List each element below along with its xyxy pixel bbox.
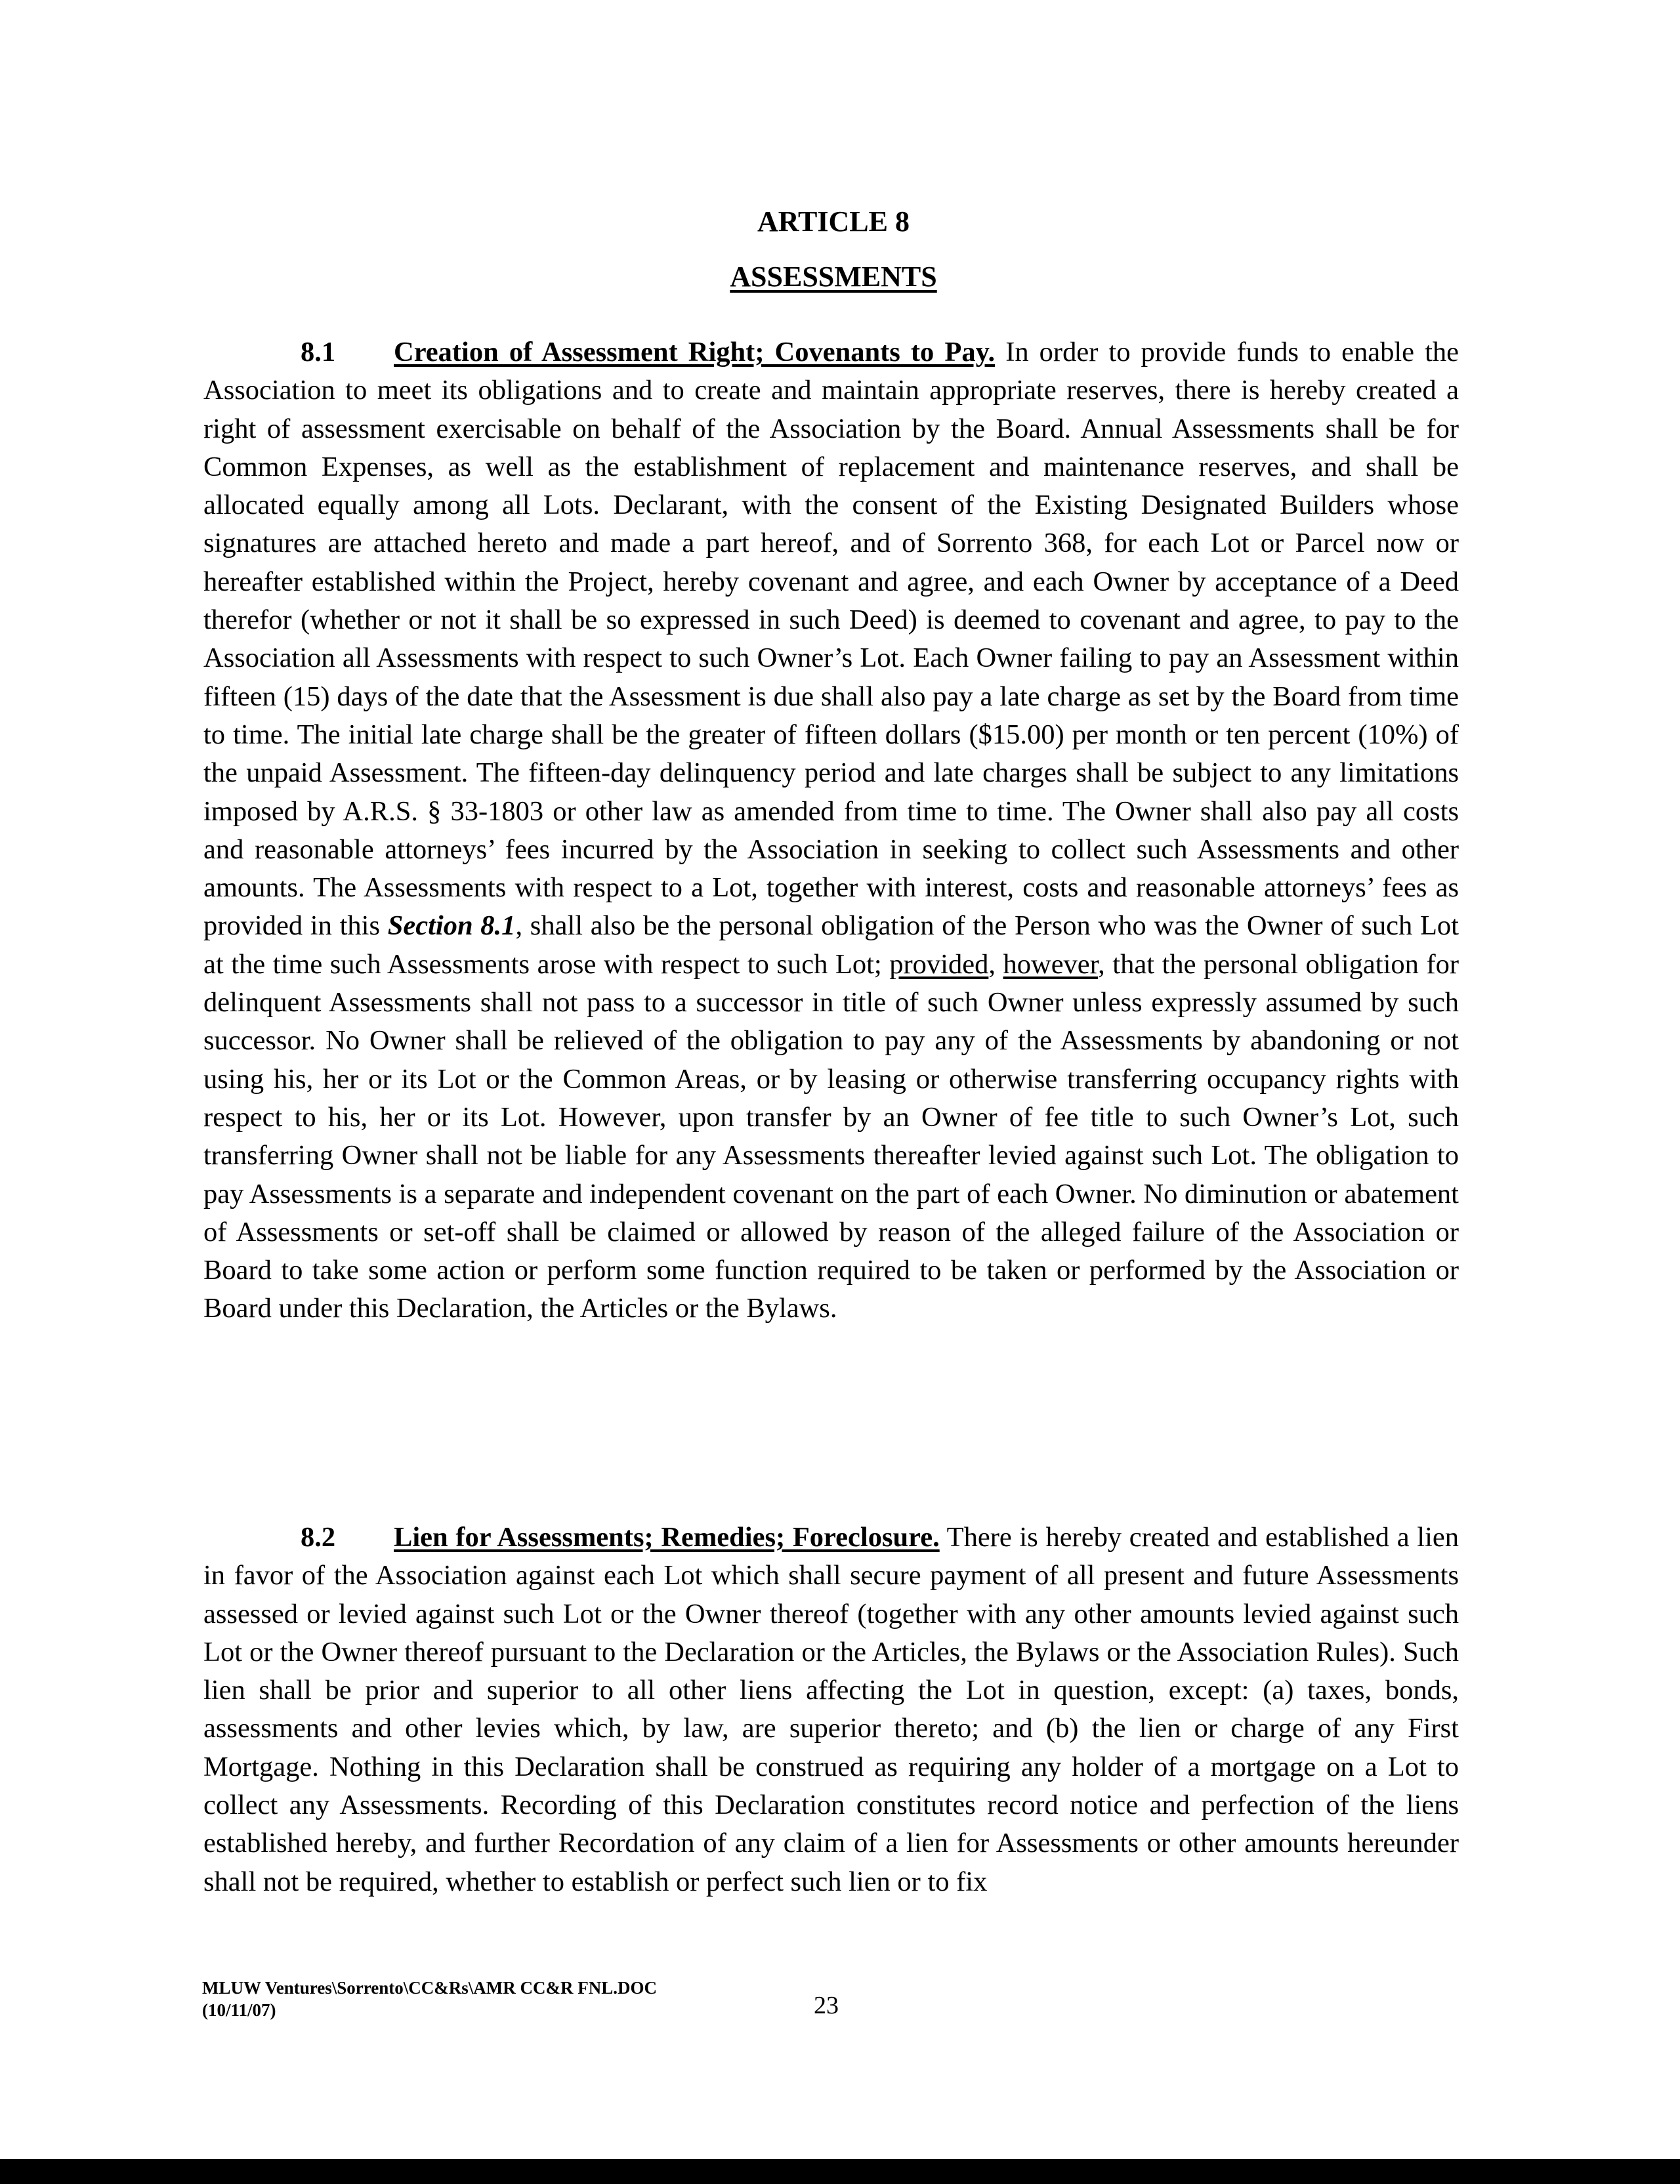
article-title: ASSESSMENTS — [730, 261, 937, 293]
section-body: There is hereby created and established a lien in favor of the Association against each Lot which shall secure payment of all present and future Assessments assessed or levied against such Lot or the Owner thereof (together with any other amounts levied against such Lot or the Owner thereof pursuant to the Declaration or the Articles, the Bylaws or the Association Rules). Such lien shall be prior and superior to all other liens affecting the Lot in question, except: (a) taxes, bonds, assessments and other levies which, by law, are superior thereto; and (b) the lien or charge of any First Mortgage. Nothing in this Declaration shall be construed as requiring any holder of a mortgage on a Lot to collect any Assessments. Recording of this Declaration constitutes record notice and perfection of the liens established hereby, and further Recordation of any claim of a lien for Assessments or other amounts hereunder shall not be required, whether to establish or perfect such lien or to fix — [203, 1522, 1459, 1897]
section-body-part: In order to provide funds to enable the Association to meet its obligations and to create and maintain appropriate reserves, there is hereby created a right of assessment exercisable on behalf of the Association by the Board. Annual Assessments shall be for Common Expenses, as well as the establishment of replacement and maintenance reserves, and shall be allocated equally among all Lots. Declarant, with the consent of the Existing Designated Builders whose signatures are attached hereto and made a part hereof, and of Sorrento 368, for each Lot or Parcel now or hereafter established within the Project, hereby covenant and agree, and each Owner by acceptance of a Deed therefor (whether or not it shall be so expressed in such Deed) is deemed to covenant and agree, to pay to the Association all Assessments with respect to such Owner’s Lot. Each Owner failing to pay an Assessment within fifteen (15) days of the date that the Assessment is due shall also pay a late charge as set by the Board from time to time. The initial late charge shall be the greater of fifteen dollars ($15.00) per month or ten percent (10%) of the unpaid Assessment. The fifteen-day delinquency period and late charges shall be subject to any limitations imposed by A.R.S. § 33-1803 or other law as amended from time to time. The Owner shall also pay all costs and reasonable attorneys’ fees incurred by the Association in seeking to collect such Assessments and other amounts. The Assessments with respect to a Lot, together with interest, costs and reasonable attorneys’ fees as provided in this — [203, 337, 1459, 942]
provided-term: provided — [889, 948, 989, 980]
section-8-2 — [203, 1519, 1459, 1901]
footer-file-path: MLUW Ventures\Sorrento\CC&Rs\AMR CC&R FNL.DOC — [202, 1978, 657, 1998]
section-title: Lien for Assessments; Remedies; Foreclosure. — [394, 1522, 940, 1553]
scan-border — [0, 2159, 1680, 2184]
section-body-part: , shall also be the personal obligation of the Person who was the Owner of such Lot at the time such Assessments arose with respect to such Lot; — [203, 910, 1459, 980]
section-8-1 — [203, 333, 1459, 1328]
comma-separator: , — [988, 948, 1003, 980]
section-number: 8.2 — [301, 1522, 336, 1553]
page-number: 23 — [814, 1992, 839, 2019]
section-body-part: , that the personal obligation for delinquent Assessments shall not pass to a successor in title of such Owner unless expressly assumed by such successor. No Owner shall be relieved of the obligation to pay any of the Assessments by abandoning or not using his, her or its Lot or the Common Areas, or by leasing or otherwise transferring occupancy rights with respect to his, her or its Lot. However, upon transfer by an Owner of fee title to such Owner’s Lot, such transferring Owner shall not be liable for any Assessments thereafter levied against such Lot. The obligation to pay Assessments is a separate and independent covenant on the part of each Owner. No diminution or abatement of Assessments or set-off shall be claimed or allowed by reason of the alleged failure of the Association or Board to take some action or perform some function required to be taken or performed by the Association or Board under this Declaration, the Articles or the Bylaws. — [203, 948, 1459, 1324]
section-reference: Section 8.1 — [387, 910, 516, 942]
article-label: ARTICLE 8 — [757, 205, 910, 238]
section-title: Creation of Assessment Right; Covenants to Pay. — [394, 337, 996, 368]
section-number: 8.1 — [301, 337, 336, 368]
footer-date: (10/11/07) — [202, 2000, 276, 2020]
footer-file-info — [202, 1977, 657, 2021]
however-term: however — [1003, 948, 1099, 980]
